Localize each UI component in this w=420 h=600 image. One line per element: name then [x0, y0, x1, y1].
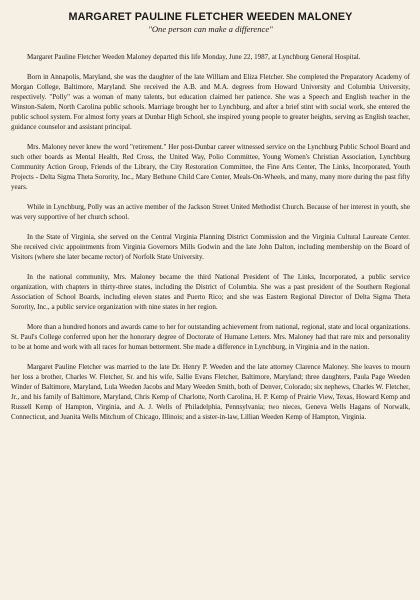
paragraph-early-life: Born in Annapolis, Maryland, she was the daughter of the late William and Eliza Fletcher. She completed the Preparatory Academy of Morgan College, Baltimore, Maryland. She received the A.B. and M.A. degrees from Howard University and Columbia University, respectively. "Polly" was a woman of many talents, but education claimed her patience. She was a Speech and English teacher in the Winston-Salem, North Carolina public schools. Marriage brought her to Lynchburg, and after a brief stint with social work, she entered the public school system. For almost forty years at Dunbar High School, she inspired young people to greater heights, serving as English teacher, guidance counselor and assistant principal. [11, 73, 410, 131]
paragraph-national: In the national community, Mrs. Maloney became the third National President of The Links, Incorporated, a public service organization, with chapters in thirty-three states, including the District of Columbia. She was a past president of the Southern Regional Association of School Boards, including eleven states and Puerto Rico; and she was Eastern Regional Director of Delta Sigma Theta Sorority, Inc., a public service organization with nine states in her region. [11, 273, 410, 311]
paragraph-death-notice: Margaret Pauline Fletcher Weeden Maloney departed this life Monday, June 22, 1987, at Lynchburg General Hospital. [27, 53, 361, 61]
page-title: MARGARET PAULINE FLETCHER WEEDEN MALONEY [68, 11, 353, 23]
page-subtitle: "One person can make a difference" [148, 24, 273, 34]
paragraph-church: While in Lynchburg, Polly was an active member of the Jackson Street United Methodist Church. Because of her interest in youth, she was very supportive of her church school. [11, 203, 410, 221]
paragraph-family: Margaret Pauline Fletcher was married to the late Dr. Henry P. Weeden and the late attorney Clarence Maloney. She leaves to mourn her loss a brother, Charles W. Fletcher, Sr. and his wife, Sallie Evans Fletcher, Baltimore, Maryland; three daughters, Paula Page Weeden Winder of Baltimore, Maryland, Lula Weeden Jacobs and Mary Weeden Smith, both of Denver, Colorado; six nephews, Charles W. Fletcher, Jr., and his family of Baltimore, Maryland, Chris Kemp of Charlotte, North Carolina, H. P. Kemp of Prairie View, Texas, Howard Kemp and Russell Kemp of Hampton, Virginia, and A. J. Wells of Philadelphia, Pennsylvania; two nieces, Geneva Wells Hagans of Norwalk, Connecticut, and Juanita Wells Mitchum of Chicago, Illinois; and a sister-in-law, Lillian Weeden Kemp of Hampton, Virginia. [11, 363, 410, 421]
paragraph-state: In the State of Virginia, she served on the Central Virginia Planning District Commission and the Virginia Cultural Laureate Center. She received civic appointments from Virginia Governors Mills Godwin and the late John Dalton, including membership on the Board of Visitors (where she later became rector) of Norfolk State University. [11, 233, 410, 261]
paragraph-service: Mrs. Maloney never knew the word "retirement." Her post-Dunbar career witnessed service on the Lynchburg Public School Board and such other boards as Mental Health, Red Cross, the United Way, Polio Committee, Young Women's Christian Association, Lynchburg Community Action Group, Friends of the Library, the City Restoration Committee, the Fine Arts Center, The Links, Incorporated, Youth Projects - Delta Sigma Theta Sorority, Inc., Mary Bethune Child Care Center, Meals-On-Wheels, and many, many more during the past fifty years. [11, 143, 410, 191]
paragraph-honors: More than a hundred honors and awards came to her for outstanding achievement from national, regional, state and local organizations. St. Paul's College conferred upon her the honorary degree of Doctorate of Humane Letters. Mrs. Maloney had that rare mix and personality to be at home and work with all races for human betterment. She made a difference in Lynchburg, in Virginia and in the nation. [11, 323, 410, 351]
